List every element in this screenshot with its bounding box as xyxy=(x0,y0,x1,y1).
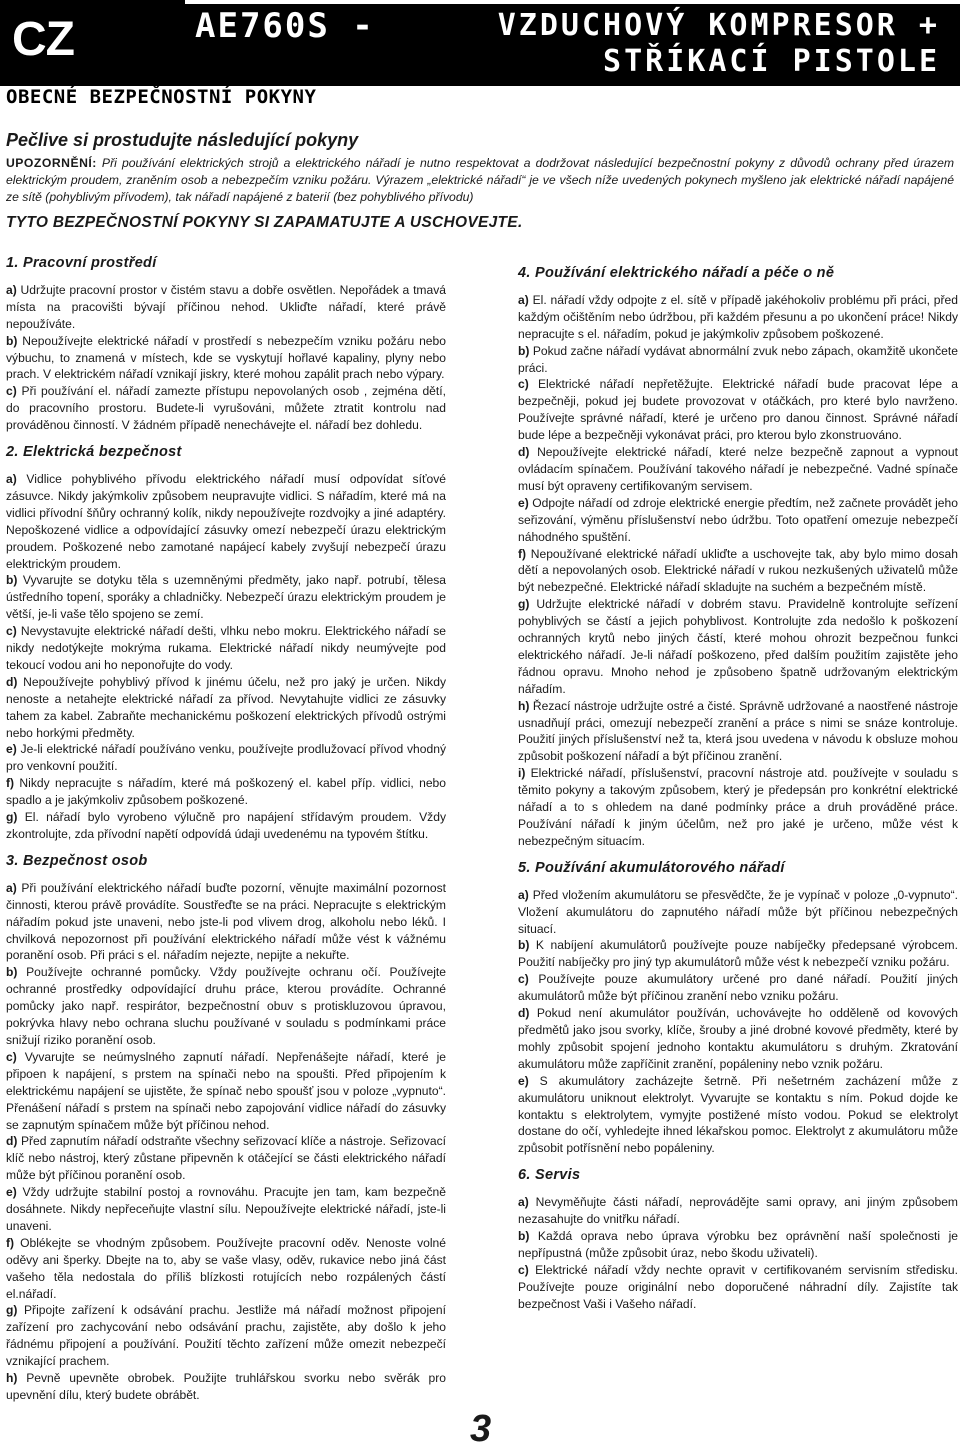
item-label: c) xyxy=(6,1049,17,1064)
list-item xyxy=(6,333,446,384)
list-item xyxy=(6,471,446,572)
product-name-line1: VZDUCHOVÝ KOMPRESOR + xyxy=(497,8,940,43)
list-item xyxy=(518,1073,958,1158)
list-item xyxy=(6,1370,446,1404)
item-text: Nepoužívané elektrické nářadí ukliďte a uschovejte tak, aby bylo mimo dosah dětí a nepovolaných osob. Elektrické nářadí v rukou nezkušených uživatelů může být nebezpečné. Elektrické nářadí skladujte na suchém a bezpečném místě. xyxy=(518,546,958,595)
item-text: Nevyměňujte části nářadí, neprovádějte sami opravy, ani jiným způsobem nezasahujte do vnitřku nářadí. xyxy=(518,1195,958,1227)
section-items xyxy=(518,1194,958,1312)
list-item xyxy=(6,383,446,434)
item-text: Nepoužívejte elektrické nářadí v prostředí s nebezpečím vzniku požáru nebo výbuchu, to znamená v místech, kde se vyskytují hořlavé kapaliny, plyny nebo prach. V elektrickém nářadí vznikají jiskry, které mohou zapálit prach nebo výpary. xyxy=(6,333,446,382)
item-label: a) xyxy=(518,887,529,902)
item-label: d) xyxy=(518,445,530,460)
right-column xyxy=(518,265,958,1322)
section-items xyxy=(6,282,446,434)
item-text: Pevně upevněte obrobek. Použijte truhlářskou svorku nebo svěrák pro upevnění dílu, který budete obrábět. xyxy=(6,1371,446,1402)
list-item xyxy=(518,698,958,766)
item-text: Vyvarujte se neúmyslného zapnutí nářadí. Nepřenášejte nářadí, které je připoen k napájení, s prstem na spínači nebo na spoušti. Před připojením k elektrickému napájení se ujistěte, že spínač nebo spoušť jsou v poloze „vypnuto“. Přenášení nářadí s prstem na spínači nebo zapojování vidlice nářadí do zásuvky se zapnutým spínačem může být příčinou nehod. xyxy=(6,1049,446,1132)
item-label: e) xyxy=(518,1073,529,1088)
section-heading: 4. Používání elektrického nářadí a péče o ně xyxy=(518,265,835,281)
item-label: g) xyxy=(518,597,530,612)
page-number: 3 xyxy=(470,1408,492,1450)
section-heading: 5. Používání akumulátorového nářadí xyxy=(518,859,785,876)
item-label: a) xyxy=(6,880,17,895)
list-item xyxy=(518,1194,958,1228)
list-item xyxy=(518,887,958,938)
list-item xyxy=(518,1005,958,1073)
list-item xyxy=(6,1302,446,1370)
section-heading: 6. Servis xyxy=(518,1167,581,1184)
list-item xyxy=(518,444,958,495)
item-label: a) xyxy=(518,1195,529,1210)
list-item xyxy=(518,292,958,343)
warning-text: Při používání elektrických strojů a elektrického nářadí je nutno respektovat a dodržovat následující bezpečnostní pokyny z důvodů ochrany před úrazem elektrickým proudem, zraněním osob a nebezpečím vzniku požáru. Výrazem „elektrické nářadí“ je ve všech níže uvedených pokynech myšleno jak elektrické nářadí napájené ze sítě (pohyblivým přívodem), tak nářadí napájené z baterií (bez pohyblivého přívodu) xyxy=(6,156,954,204)
item-text: Je-li elektrické nářadí používáno venku, používejte prodlužovací přívod vhodný pro venkovní použití. xyxy=(6,742,446,774)
list-item xyxy=(6,809,446,843)
list-item xyxy=(6,1133,446,1184)
section-items xyxy=(518,292,958,850)
section-heading: 3. Bezpečnost osob xyxy=(6,852,148,869)
item-text: Používejte ochranné pomůcky. Vždy používejte ochranu očí. Používejte ochranné prostředky odpovídající druhu práce, kterou provádíte. Ochranné pomůcky jako např. respirátor, bezpečnostní obuv s protiskluzovou úpravou, pokrývka hlavy nebo ochrana sluchu používané v souladu s podmínkami práce snižují riziko poranění osob. xyxy=(6,965,446,1047)
list-item xyxy=(518,495,958,546)
item-text: Při používání elektrického nářadí buďte pozorní, věnujte maximální pozornost činnosti, kterou právě provádíte. Soustřeďte se na práci. Nepracujte s elektrickým nářadím pokud jste unaveni, nebo jste-li pod vlivem drog, alkoholu nebo léků. I chvilková nepozornost při používání elektrického nářadí může vést k vážnému poranění osob. Při práci s el. nářadím nejezte, nepijte a nekuřte. xyxy=(6,880,446,963)
intro-block xyxy=(6,130,954,232)
item-text: Používejte pouze akumulátory určené pro dané nářadí. Použití jiných akumulátorů může být příčinou zranění nebo vzniku požáru. xyxy=(518,972,958,1004)
list-item xyxy=(6,880,446,965)
item-text: S akumulátory zacházejte šetrně. Při nešetrném zacházení může z akumulátoru uniknout elektrolyt. Vyvarujte se kontaktu s ním. Pokud dojde ke kontaktu s elektrolytem, vymyjte postižené místo vodou. Pokud se elektrolyt dostane do očí, vyhledejte ihned lékařskou pomoc. Elektrolyt z akumulátoru může způsobit potřísnění nebo popáleniny. xyxy=(518,1073,958,1156)
list-item xyxy=(518,937,958,971)
item-label: f) xyxy=(6,776,15,791)
list-item xyxy=(518,546,958,597)
language-code: CZ xyxy=(0,0,185,86)
keep-notice: TYTO BEZPEČNOSTNÍ POKYNY SI ZAPAMATUJTE A USCHOVEJTE. xyxy=(6,214,523,231)
item-text: Nevystavujte elektrické nářadí dešti, vlhku nebo mokru. Elektrického nářadí se nikdy nedotýkejte mokrýma rukama. Elektrické nářadí nikdy neumývejte pod tekoucí vodou ani ho neponořujte do vody. xyxy=(6,624,446,672)
section-items xyxy=(6,471,446,843)
list-item xyxy=(6,623,446,674)
list-item xyxy=(6,775,446,809)
item-label: b) xyxy=(6,965,18,980)
item-text: Každá oprava nebo úprava výrobku bez oprávnění naší společnosti je nepřípustná (může způsobit úraz, nebo škodu uživateli). xyxy=(518,1228,958,1260)
item-text: Odpojte nářadí od zdroje elektrické energie předtím, než začnete provádět jeho seřizování, výměnu příslušenství nebo údržbu. Toto opatření omezuje nebezpečí náhodného spuštění. xyxy=(518,495,958,544)
item-label: f) xyxy=(518,546,527,561)
item-label: g) xyxy=(6,810,18,825)
item-text: Nikdy nepracujte s nářadím, které má poškozený el. kabel příp. vidlici, nebo spadlo a je jakýmkoliv způsobem poškozené. xyxy=(6,776,446,808)
item-label: a) xyxy=(6,282,17,297)
item-label: a) xyxy=(6,471,17,486)
item-label: a) xyxy=(518,292,529,307)
page-header xyxy=(0,0,960,86)
list-item xyxy=(518,765,958,850)
item-text: Vidlice pohyblivého přívodu elektrického nářadí musí odpovídat síťové zásuvce. Nikdy jakýmkoliv způsobem neupravujte vidlici. S nářadím, které má na vidlici přívodní šňůry ochranný kolík, nikdy nepoužívejte rozdvojky a jiné adaptéry. Nepoškozené vidlice a odpovídající zásuvky omezí nebezpečí úrazu elektrickým proudem. Poškozené nebo zamotané napájecí kabely zvyšují nebezpečí úrazu elektrickým proudem. xyxy=(6,471,446,571)
item-label: d) xyxy=(518,1006,530,1021)
item-label: f) xyxy=(6,1235,15,1250)
item-text: Před zapnutím nářadí odstraňte všechny seřizovací klíče a nástroje. Seřizovací klíč nebo nástroj, který zůstane připevněn k otáčející se části elektrického nářadí může být příčinou poranění osob. xyxy=(6,1134,446,1183)
item-text: Před vložením akumulátoru se přesvědčte, že je vypínač v poloze „0-vypnuto“. Vložení akumulátoru do zapnutého nářadí může být příčinou nebezpečných situací. xyxy=(518,887,958,936)
item-label: b) xyxy=(518,343,530,358)
section-items xyxy=(6,880,446,1404)
model-number: AE760S - xyxy=(195,6,375,46)
list-item xyxy=(6,282,446,333)
item-text: Elektrické nářadí, příslušenství, pracovní nástroje atd. používejte v souladu s těmito pokyny a takovým způsobem, který je předepsán pro konkrétní elektrické nářadí a to s ohledem na dané podmínky práce a druh prováděné práce. Používání nářadí k jiným účelům, než pro jaké je určeno, může vést k nebezpečným situacím. xyxy=(518,766,958,848)
item-text: Při používání el. nářadí zamezte přístupu nepovolaných osob , zejména dětí, do pracovního prostoru. Budete-li vyrušováni, můžete ztratit kontrolu nad prováděnou činností. V žádném případě nenechávejte el. nářadí bez dohledu. xyxy=(6,384,446,433)
list-item xyxy=(518,596,958,697)
item-text: Vyvarujte se dotyku těla s uzemněnými předměty, jako např. potrubí, tělesa ústředního topení, sporáky a chladničky. Nebezpečí úrazu elektrickým proudem je větší, je-li vaše tělo spojeno se zemí. xyxy=(6,573,446,622)
item-label: h) xyxy=(518,698,530,713)
section-heading: 1. Pracovní prostředí xyxy=(6,255,157,271)
intro-warning xyxy=(6,155,954,206)
item-text: Udržujte elektrické nářadí v dobrém stavu. Pravidelně kontrolujte seřízení pohyblivých se částí a jejich pohyblivost. Kontrolujte zda nedošlo k poškození ochranných krytů nebo jiných částí, které mohou ohrozit bezpečnou funkci elektrického nářadí. Je-li nářadí poškozeno, před dalším použitím zajistěte jeho řádnou opravu. Mnoho nehod je způsobeno špatně udržovaným elektrickým nářadím. xyxy=(518,597,958,696)
item-label: h) xyxy=(6,1371,18,1386)
item-label: b) xyxy=(518,938,530,953)
item-label: b) xyxy=(6,573,18,588)
item-text: Řezací nástroje udržujte ostré a čisté. Správně udržované a naostřené nástroje usnadňují práci, omezují nebezpečí zranění a práce s nimi se snáze kontroluje. Použití jiných příslušenství než ta, která jsou uvedena v návodu k obsluze mohou způsobit poškození nářadí a být příčinou zranění. xyxy=(518,698,958,764)
item-text: Udržujte pracovní prostor v čistém stavu a dobře osvětlen. Nepořádek a tmavá místa na pracovišti bývají příčinou nehod. Ukliďte nářadí, které právě nepoužíváte. xyxy=(6,282,446,331)
item-label: e) xyxy=(6,1185,17,1200)
item-label: e) xyxy=(518,495,529,510)
item-label: d) xyxy=(6,674,18,689)
item-text: K nabíjení akumulátorů používejte pouze nabíječky předepsané výrobcem. Použití nabíječky pro jiný typ akumulátorů může vést k nebezpečí vzniku požáru. xyxy=(518,938,958,970)
item-text: Připojte zařízení k odsávání prachu. Jestliže má nářadí možnost připojení zařízení pro zachycování nebo odsávání prachu, zajistěte, aby došlo k jeho řádnému připojení a používání. Použití těchto zařízení může omezit nebezpečí vznikající prachem. xyxy=(6,1303,446,1369)
item-text: El. nářadí bylo vyrobeno výlučně pro napájení střídavým proudem. Vždy zkontrolujte, zda přívodní napětí odpovídá údaji uvedenému na typovém štítku. xyxy=(6,810,446,841)
item-label: g) xyxy=(6,1303,18,1318)
section-items xyxy=(518,887,958,1158)
item-text: El. nářadí vždy odpojte z el. sítě v případě jakéhokoliv problému při práci, před každým očištěním nebo údržbou, při každém přesunu a po ukončení práce! Nikdy nepracujte s el. nářadím, pokud je jakýmkoliv způsobem poškozené. xyxy=(518,292,958,341)
item-label: c) xyxy=(518,972,529,987)
list-item xyxy=(6,1049,446,1134)
item-text: Vždy udržujte stabilní postoj a rovnováhu. Pracujte jen tam, kam bezpečně dosáhnete. Nikdy nepřeceňujte vlastní sílu. Nepoužívejte elektrické nářadí, jste-li unaveni. xyxy=(6,1185,446,1233)
item-text: Pokud není akumulátor používán, uchovávejte ho odděleně od kovových předmětů jako jsou svorky, klíče, šrouby a jiné drobné kovové předměty, které by mohly způsobit spojení jednoho kontaktu akumulátoru s druhým. Zkratování akumulátoru může zapříčinit zranění, popáleniny nebo vznik požáru. xyxy=(518,1006,958,1071)
left-column xyxy=(6,255,446,1414)
list-item xyxy=(518,1228,958,1262)
warning-label: UPOZORNĚNÍ: xyxy=(6,156,97,170)
item-text: Oblékejte se vhodným způsobem. Používejte pracovní oděv. Nenoste volné oděvy ani šperky. Dbejte na to, aby se vaše vlasy, oděv, rukavice nebo jiná část vašeho těla nedostala do příliš blízkosti rotujících nebo rozpálených částí el.nářadí. xyxy=(6,1235,446,1301)
list-item xyxy=(6,1184,446,1235)
item-label: i) xyxy=(518,766,526,781)
item-label: b) xyxy=(518,1228,530,1243)
section-title: OBECNÉ BEZPEČNOSTNÍ POKYNY xyxy=(6,86,317,108)
list-item xyxy=(6,1235,446,1303)
list-item xyxy=(6,741,446,775)
list-item xyxy=(6,964,446,1049)
item-text: Nepoužívejte elektrické nářadí, které nelze bezpečně zapnout a vypnout ovládacím spínačem. Používání takového nářadí je nebezpečné. Vadné spínače musí být opraveny certifikovaným servisem. xyxy=(518,445,958,493)
item-label: d) xyxy=(6,1134,18,1149)
item-label: b) xyxy=(6,333,18,348)
product-name-line2: STŘÍKACÍ PISTOLE xyxy=(603,44,940,79)
section-heading: 2. Elektrická bezpečnost xyxy=(6,444,182,461)
list-item xyxy=(518,343,958,377)
item-label: e) xyxy=(6,742,17,757)
item-text: Elektrické nářadí vždy nechte opravit v certifikovaném servisním středisku. Používejte pouze originální nebo doporučené náhradní díly. Zajistíte tak bezpečnost Vaši i Vašeho nářadí. xyxy=(518,1262,958,1311)
intro-heading: Pečlive si prostudujte následující pokyny xyxy=(6,130,359,150)
list-item xyxy=(518,971,958,1005)
list-item xyxy=(518,1262,958,1313)
item-text: Nepoužívejte pohyblivý přívod k jinému účelu, než pro jaký je určen. Nikdy nenoste a netahejte elektrické nářadí za přívod. Nevytahujte vidlici ze zásuvky tahem za kabel. Zabraňte mechanickému poškození elektrických přívodů ostrými nebo horkými předměty. xyxy=(6,674,446,740)
list-item xyxy=(6,674,446,742)
item-label: c) xyxy=(6,384,17,399)
item-label: c) xyxy=(518,1262,529,1277)
list-item xyxy=(518,376,958,444)
list-item xyxy=(6,572,446,623)
item-text: Pokud začne nářadí vydávat abnormální zvuk nebo zápach, okamžitě ukončete práci. xyxy=(518,343,958,375)
item-text: Elektrické nářadí nepřetěžujte. Elektrické nářadí bude pracovat lépe a bezpečněji, pokud jej budete provozovat v otáčkách, pro které bylo navrženo. Používejte správné nářadí, které je určeno pro danou činnost. Správné nářadí bude lépe a bezpečněji vykonávat práci, pro kterou bylo zkonstruováno. xyxy=(518,377,958,443)
item-label: c) xyxy=(518,377,529,392)
item-label: c) xyxy=(6,624,17,639)
